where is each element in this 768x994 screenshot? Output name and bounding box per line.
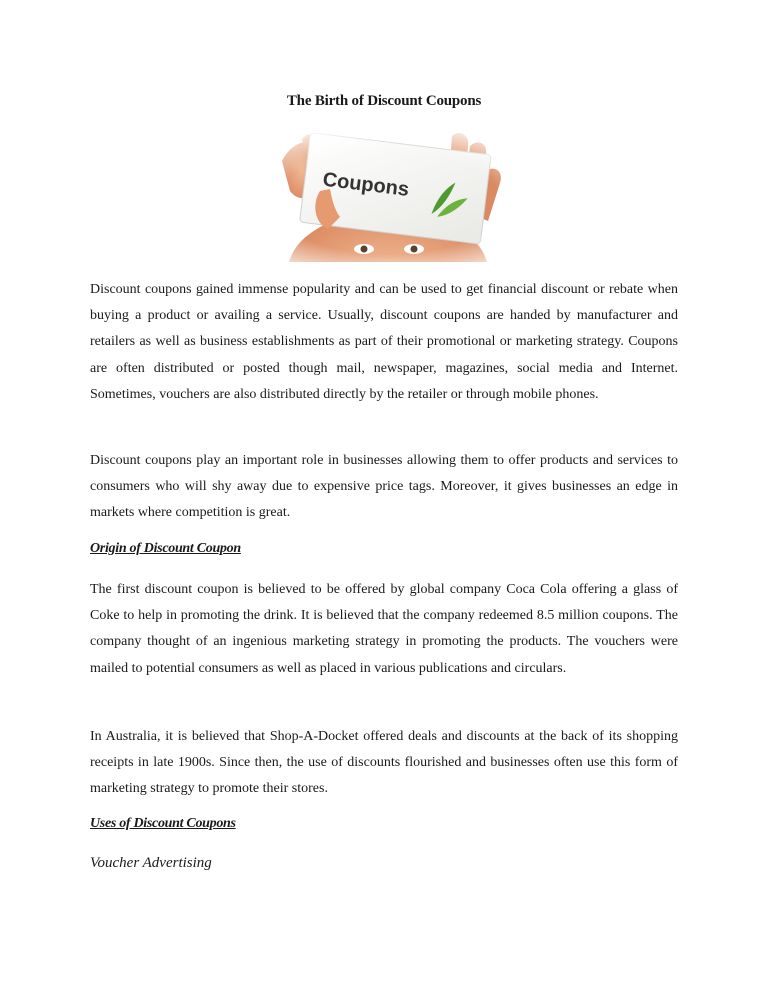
heading-uses: Uses of Discount Coupons [90, 816, 236, 831]
intro-paragraph-2: Discount coupons play an important role in businesses allowing them to offer products and services to consumers who will shy away due to expensive price tags. Moreover, it gives businesses an edge in markets where competition is great. [90, 453, 678, 521]
coupons-illustration [242, 131, 534, 262]
coupons-image [242, 131, 534, 262]
subheading-voucher-advertising: Voucher Advertising [90, 855, 212, 871]
origin-paragraph-2: In Australia, it is believed that Shop-A-Docket offered deals and discounts at the back of its shopping receipts in late 1900s. Since then, the use of discounts flourished and businesses often use this form of marketing strategy to promote their stores. [90, 729, 678, 797]
intro-paragraph-1: Discount coupons gained immense popularity and can be used to get financial discount or rebate when buying a product or availing a service. Usually, discount coupons are handed by manufacturer and retailers as well as business establishments as part of their promotional or marketing strategy. Coupons are often distributed or posted though mail, newspaper, magazines, social media and Internet. Sometimes, vouchers are also distributed directly by the retailer or through mobile phones. [90, 282, 678, 402]
origin-paragraph-1: The first discount coupon is believed to be offered by global company Coca Cola offering a glass of Coke to help in promoting the drink. It is believed that the company redeemed 8.5 million coupons. The company thought of an ingenious marketing strategy in promoting the products. The vouchers were mailed to potential consumers as well as placed in various publications and circulars. [90, 582, 678, 676]
heading-origin: Origin of Discount Coupon [90, 541, 241, 556]
page-title: The Birth of Discount Coupons [286, 93, 482, 109]
